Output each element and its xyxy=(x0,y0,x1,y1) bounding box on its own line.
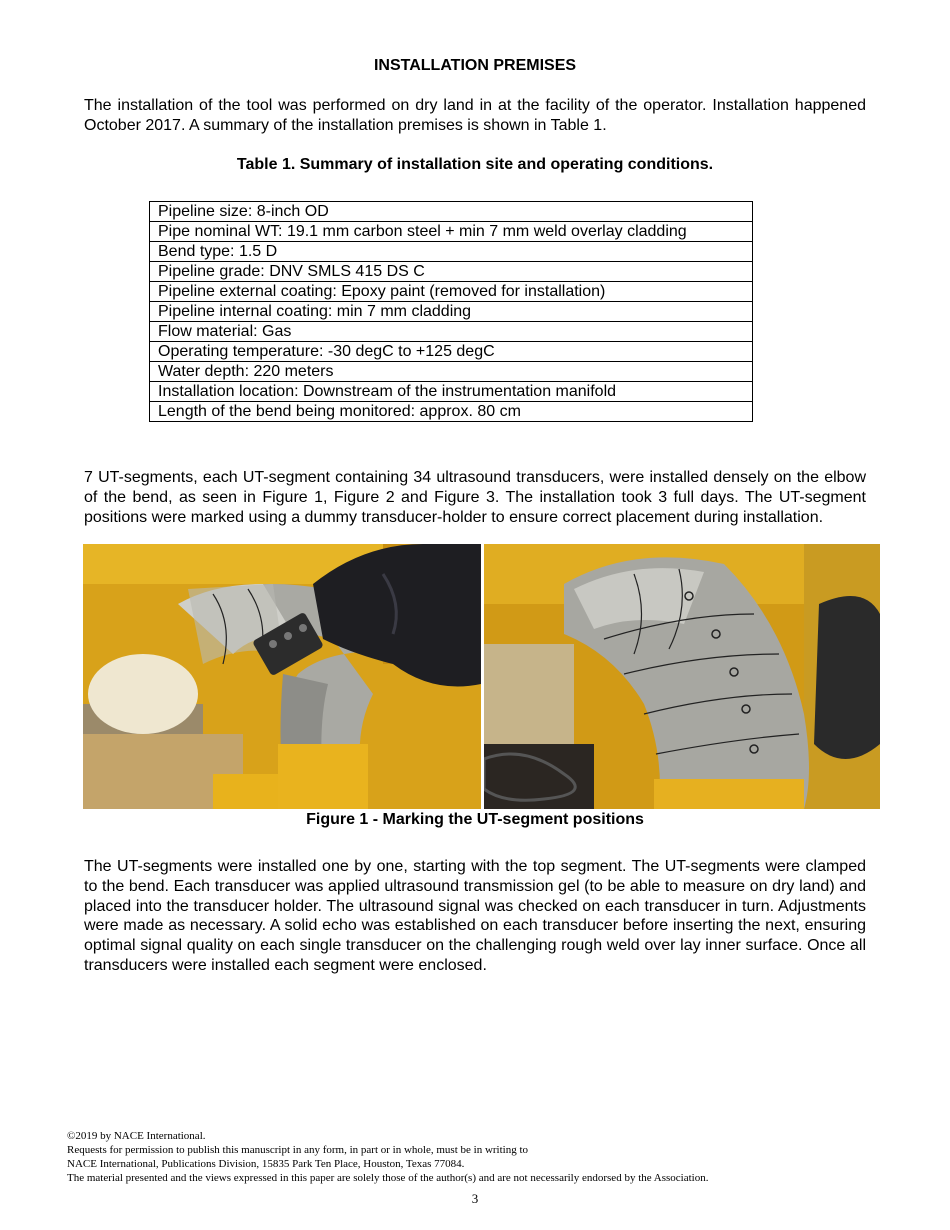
table-row xyxy=(150,202,753,222)
table-caption: Table 1. Summary of installation site and operating conditions. xyxy=(236,156,714,173)
table-row xyxy=(150,242,753,262)
table-row xyxy=(150,282,753,302)
table-row xyxy=(150,302,753,322)
table-row xyxy=(150,402,753,422)
table-cell: Installation location: Downstream of the instrumentation manifold xyxy=(150,382,753,402)
table-cell: Pipe nominal WT: 19.1 mm carbon steel + min 7 mm weld overlay cladding xyxy=(150,222,753,242)
footer-line: Requests for permission to publish this manuscript in any form, in part or in whole, must be in writing to xyxy=(67,1144,529,1156)
copyright-footer xyxy=(67,1129,887,1185)
table-row xyxy=(150,262,753,282)
table-cell: Pipeline grade: DNV SMLS 415 DS C xyxy=(150,262,753,282)
footer-line: ©2019 by NACE International. xyxy=(67,1130,206,1142)
table-row xyxy=(150,362,753,382)
intro-paragraph: The installation of the tool was performed on dry land in at the facility of the operator. Installation happened October 2017. A summary of the installation premises is shown in Table 1. xyxy=(84,97,866,134)
table-row xyxy=(150,342,753,362)
figure-photo-left xyxy=(83,544,481,809)
figure-caption: Figure 1 - Marking the UT-segment positions xyxy=(306,811,644,828)
summary-table xyxy=(149,201,753,422)
table-cell: Pipeline external coating: Epoxy paint (removed for installation) xyxy=(150,282,753,302)
page-number: 3 xyxy=(471,1191,479,1206)
table-cell: Pipeline internal coating: min 7 mm cladding xyxy=(150,302,753,322)
table-cell: Water depth: 220 meters xyxy=(150,362,753,382)
procedure-paragraph: The UT-segments were installed one by one, starting with the top segment. The UT-segments were clamped to the bend. Each transducer was applied ultrasound transmission gel (to be able to measure on dry land) and placed into the transducer holder. The ultrasound signal was checked on each transducer in turn. Adjustments were made as necessary. A solid echo was established on each transducer before inserting the next, ensuring optimal signal quality on each single transducer on the challenging rough weld over lay inner surface. Once all transducers were installed each segment were enclosed. xyxy=(84,858,866,974)
photo-marked-bend-right xyxy=(484,544,880,809)
table-row xyxy=(150,322,753,342)
figure-photo-right xyxy=(484,544,880,809)
photo-marking-bend-left xyxy=(83,544,481,809)
table-cell: Pipeline size: 8-inch OD xyxy=(150,202,753,222)
table-cell: Flow material: Gas xyxy=(150,322,753,342)
table-cell: Length of the bend being monitored: approx. 80 cm xyxy=(150,402,753,422)
footer-line: The material presented and the views expressed in this paper are solely those of the author(s) and are not necessarily endorsed by the Association. xyxy=(67,1172,709,1184)
footer-line: NACE International, Publications Division, 15835 Park Ten Place, Houston, Texas 77084. xyxy=(67,1158,465,1170)
table-row xyxy=(150,222,753,242)
table-row xyxy=(150,382,753,402)
section-title: INSTALLATION PREMISES xyxy=(373,57,577,74)
table-cell: Operating temperature: -30 degC to +125 degC xyxy=(150,342,753,362)
segments-paragraph: 7 UT-segments, each UT-segment containing 34 ultrasound transducers, were installed densely on the elbow of the bend, as seen in Figure 1, Figure 2 and Figure 3. The installation took 3 full days. The UT-segment positions were marked using a dummy transducer-holder to ensure correct placement during installation. xyxy=(84,469,866,526)
table-cell: Bend type: 1.5 D xyxy=(150,242,753,262)
